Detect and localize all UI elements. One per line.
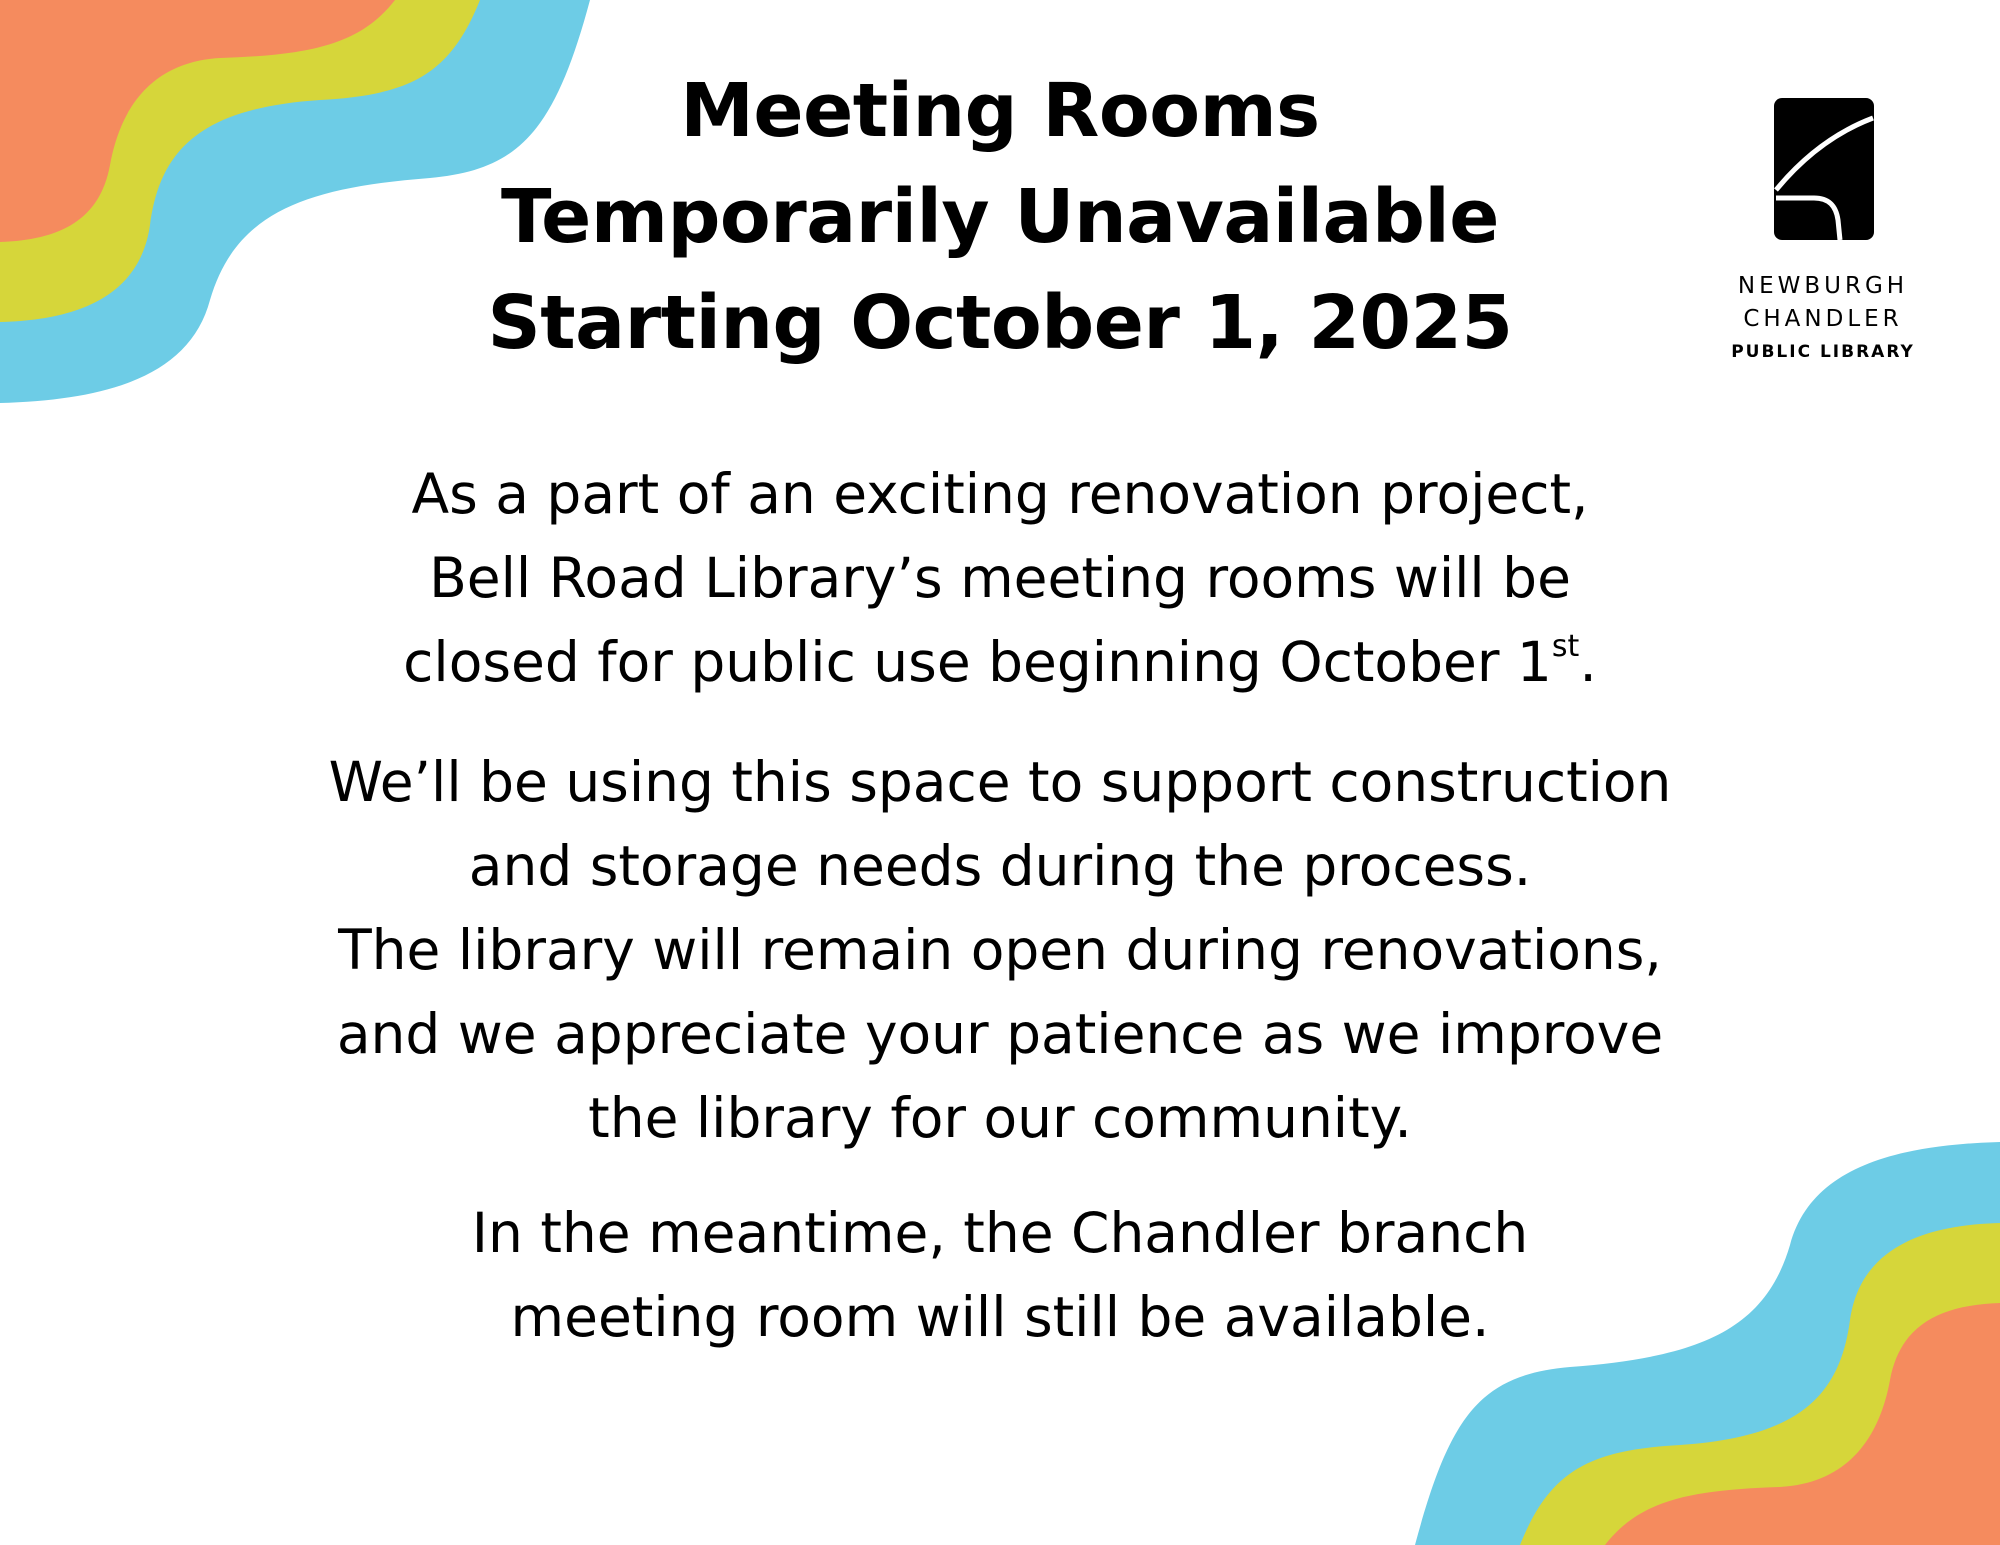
- paragraph-1-line-3-text: closed for public use beginning October 1: [403, 630, 1552, 694]
- paragraph-1-line-1: As a part of an exciting renovation project,: [411, 462, 1589, 526]
- library-logo: [1718, 98, 1928, 378]
- paragraph-1-line-3: [0, 620, 2000, 704]
- paragraph-alternative: [0, 1191, 2000, 1359]
- paragraph-1-line-3-end: .: [1579, 630, 1597, 694]
- paragraph-construction: [0, 740, 2000, 1160]
- notice-title: [0, 58, 2000, 376]
- title-line-3: Starting October 1, 2025: [487, 280, 1513, 366]
- title-line-2: Temporarily Unavailable: [501, 174, 1499, 260]
- paragraph-2-line-3: The library will remain open during renovations,: [338, 918, 1662, 982]
- paragraph-2-line-1: We’ll be using this space to support construction: [328, 750, 1672, 814]
- logo-text-public-library: PUBLIC LIBRARY: [1731, 342, 1915, 362]
- library-logo-mark-icon: [1774, 98, 1874, 240]
- paragraph-2-line-4: and we appreciate your patience as we improve: [336, 1002, 1664, 1066]
- title-line-1: Meeting Rooms: [680, 68, 1320, 154]
- paragraph-3-line-1: In the meantime, the Chandler branch: [471, 1201, 1529, 1265]
- ordinal-suffix: st: [1551, 629, 1580, 664]
- logo-text-newburgh: NEWBURGH: [1737, 273, 1909, 299]
- paragraph-renovation: [0, 452, 2000, 704]
- paragraph-2-line-5: the library for our community.: [588, 1086, 1412, 1150]
- paragraph-2-line-2: and storage needs during the process.: [468, 834, 1532, 898]
- paragraph-1-line-2: Bell Road Library’s meeting rooms will be: [429, 546, 1571, 610]
- logo-text-chandler: CHANDLER: [1743, 306, 1903, 332]
- paragraph-3-line-2: meeting room will still be available.: [510, 1285, 1490, 1349]
